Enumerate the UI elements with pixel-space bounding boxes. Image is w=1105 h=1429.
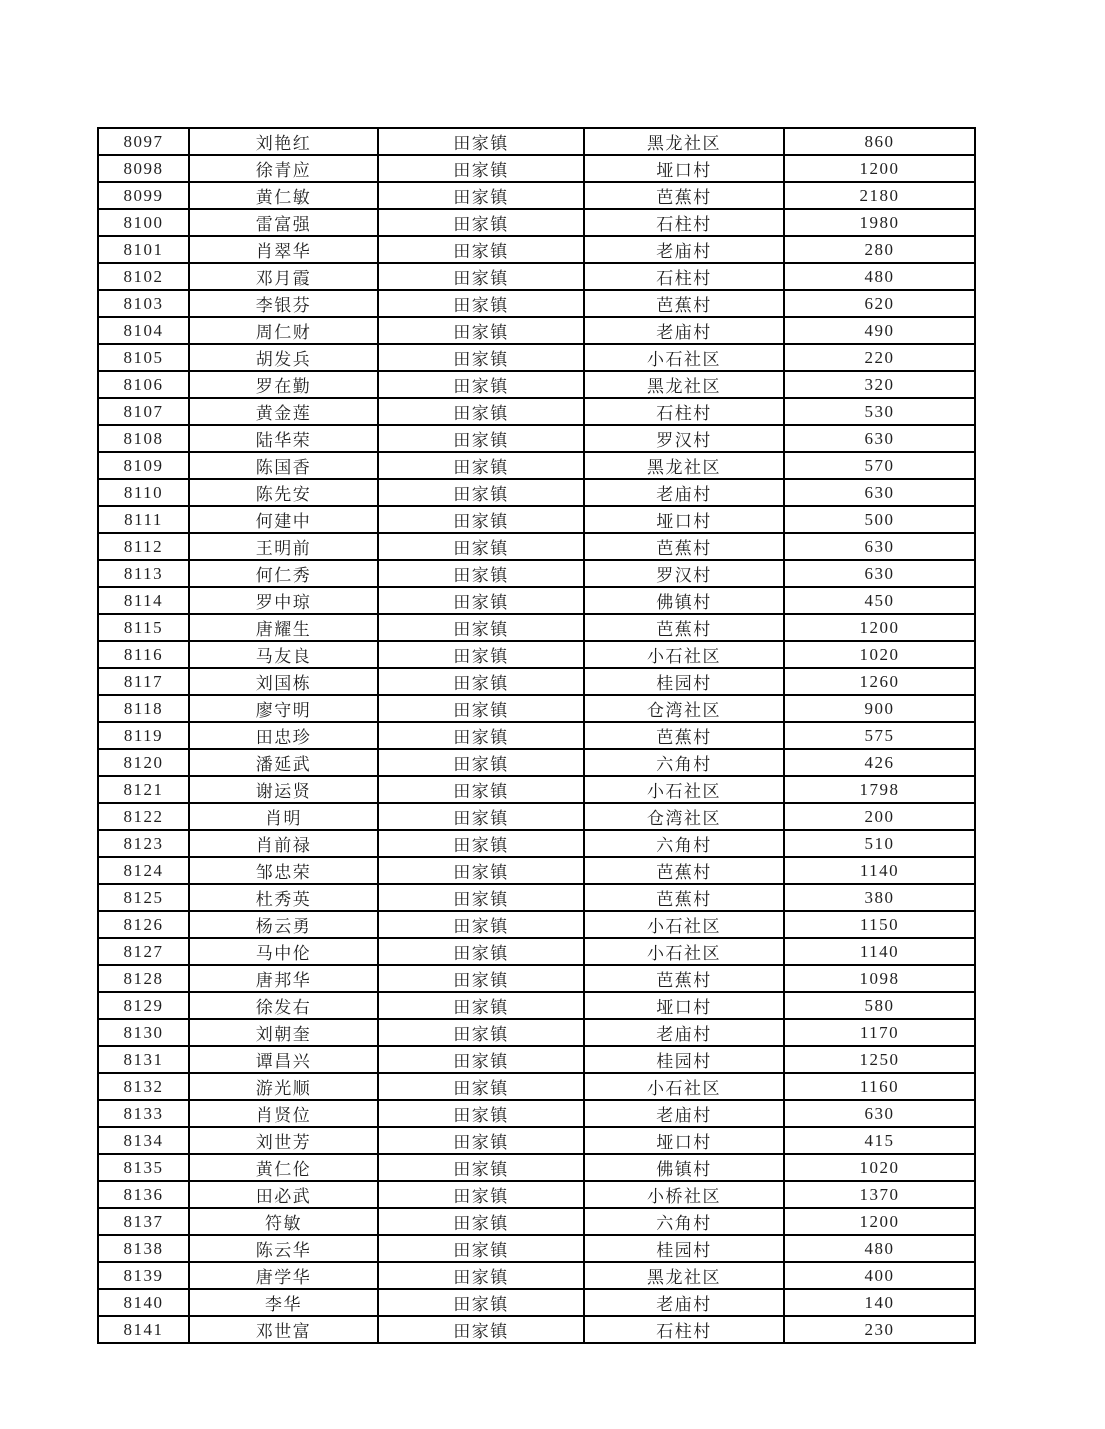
cell-village: 小石社区 xyxy=(584,1073,784,1100)
cell-name: 肖明 xyxy=(189,803,378,830)
cell-village: 罗汉村 xyxy=(584,560,784,587)
cell-serial: 8099 xyxy=(98,182,189,209)
cell-village: 黑龙社区 xyxy=(584,128,784,155)
table-row xyxy=(98,938,975,965)
table-row xyxy=(98,749,975,776)
cell-amount: 400 xyxy=(784,1262,975,1289)
cell-town: 田家镇 xyxy=(378,1100,584,1127)
table-row xyxy=(98,1235,975,1262)
cell-town: 田家镇 xyxy=(378,641,584,668)
cell-town: 田家镇 xyxy=(378,209,584,236)
table-row xyxy=(98,614,975,641)
cell-amount: 630 xyxy=(784,479,975,506)
cell-serial: 8137 xyxy=(98,1208,189,1235)
cell-town: 田家镇 xyxy=(378,1127,584,1154)
cell-serial: 8138 xyxy=(98,1235,189,1262)
cell-name: 杨云勇 xyxy=(189,911,378,938)
cell-amount: 1140 xyxy=(784,938,975,965)
cell-name: 陆华荣 xyxy=(189,425,378,452)
cell-village: 桂园村 xyxy=(584,1046,784,1073)
cell-name: 徐发右 xyxy=(189,992,378,1019)
cell-village: 六角村 xyxy=(584,749,784,776)
cell-serial: 8124 xyxy=(98,857,189,884)
cell-village: 芭蕉村 xyxy=(584,884,784,911)
cell-name: 陈云华 xyxy=(189,1235,378,1262)
cell-name: 潘延武 xyxy=(189,749,378,776)
cell-village: 芭蕉村 xyxy=(584,857,784,884)
cell-amount: 630 xyxy=(784,425,975,452)
cell-serial: 8111 xyxy=(98,506,189,533)
cell-town: 田家镇 xyxy=(378,1262,584,1289)
table-row xyxy=(98,1073,975,1100)
cell-serial: 8141 xyxy=(98,1316,189,1343)
cell-serial: 8097 xyxy=(98,128,189,155)
cell-amount: 220 xyxy=(784,344,975,371)
cell-name: 胡发兵 xyxy=(189,344,378,371)
cell-serial: 8116 xyxy=(98,641,189,668)
cell-village: 小石社区 xyxy=(584,911,784,938)
cell-amount: 860 xyxy=(784,128,975,155)
cell-serial: 8114 xyxy=(98,587,189,614)
cell-amount: 1200 xyxy=(784,155,975,182)
cell-amount: 1250 xyxy=(784,1046,975,1073)
cell-amount: 1160 xyxy=(784,1073,975,1100)
cell-amount: 1370 xyxy=(784,1181,975,1208)
table-row xyxy=(98,965,975,992)
table-row xyxy=(98,209,975,236)
cell-amount: 1150 xyxy=(784,911,975,938)
cell-town: 田家镇 xyxy=(378,1073,584,1100)
cell-name: 黄仁伦 xyxy=(189,1154,378,1181)
cell-name: 王明前 xyxy=(189,533,378,560)
table-row xyxy=(98,236,975,263)
cell-serial: 8134 xyxy=(98,1127,189,1154)
table-row xyxy=(98,722,975,749)
table-row xyxy=(98,1316,975,1343)
cell-town: 田家镇 xyxy=(378,938,584,965)
cell-amount: 415 xyxy=(784,1127,975,1154)
cell-amount: 530 xyxy=(784,398,975,425)
cell-serial: 8133 xyxy=(98,1100,189,1127)
table-row xyxy=(98,1127,975,1154)
table-row xyxy=(98,1154,975,1181)
cell-serial: 8130 xyxy=(98,1019,189,1046)
cell-town: 田家镇 xyxy=(378,317,584,344)
cell-name: 刘国栋 xyxy=(189,668,378,695)
table-row xyxy=(98,371,975,398)
cell-town: 田家镇 xyxy=(378,398,584,425)
cell-town: 田家镇 xyxy=(378,182,584,209)
cell-village: 老庙村 xyxy=(584,479,784,506)
cell-amount: 900 xyxy=(784,695,975,722)
records-table-container xyxy=(97,127,976,1344)
cell-name: 周仁财 xyxy=(189,317,378,344)
table-row xyxy=(98,128,975,155)
cell-village: 六角村 xyxy=(584,830,784,857)
cell-name: 唐学华 xyxy=(189,1262,378,1289)
cell-name: 谢运贤 xyxy=(189,776,378,803)
cell-name: 游光顺 xyxy=(189,1073,378,1100)
cell-village: 芭蕉村 xyxy=(584,614,784,641)
cell-amount: 580 xyxy=(784,992,975,1019)
cell-town: 田家镇 xyxy=(378,128,584,155)
cell-serial: 8107 xyxy=(98,398,189,425)
cell-village: 黑龙社区 xyxy=(584,1262,784,1289)
cell-village: 小石社区 xyxy=(584,641,784,668)
cell-town: 田家镇 xyxy=(378,857,584,884)
cell-serial: 8136 xyxy=(98,1181,189,1208)
cell-village: 小石社区 xyxy=(584,344,784,371)
table-row xyxy=(98,182,975,209)
table-row xyxy=(98,1181,975,1208)
cell-village: 垭口村 xyxy=(584,992,784,1019)
cell-town: 田家镇 xyxy=(378,776,584,803)
cell-village: 罗汉村 xyxy=(584,425,784,452)
table-row xyxy=(98,884,975,911)
cell-village: 小桥社区 xyxy=(584,1181,784,1208)
cell-amount: 2180 xyxy=(784,182,975,209)
cell-village: 芭蕉村 xyxy=(584,290,784,317)
cell-village: 黑龙社区 xyxy=(584,452,784,479)
cell-name: 马友良 xyxy=(189,641,378,668)
cell-serial: 8132 xyxy=(98,1073,189,1100)
cell-village: 芭蕉村 xyxy=(584,722,784,749)
cell-village: 小石社区 xyxy=(584,938,784,965)
cell-village: 桂园村 xyxy=(584,668,784,695)
cell-serial: 8108 xyxy=(98,425,189,452)
cell-town: 田家镇 xyxy=(378,533,584,560)
cell-serial: 8104 xyxy=(98,317,189,344)
cell-name: 李银芬 xyxy=(189,290,378,317)
cell-town: 田家镇 xyxy=(378,425,584,452)
table-row xyxy=(98,911,975,938)
cell-amount: 1140 xyxy=(784,857,975,884)
cell-amount: 480 xyxy=(784,1235,975,1262)
table-row xyxy=(98,803,975,830)
cell-town: 田家镇 xyxy=(378,1154,584,1181)
cell-town: 田家镇 xyxy=(378,1181,584,1208)
cell-amount: 380 xyxy=(784,884,975,911)
cell-town: 田家镇 xyxy=(378,560,584,587)
cell-name: 邓世富 xyxy=(189,1316,378,1343)
cell-town: 田家镇 xyxy=(378,614,584,641)
cell-village: 石柱村 xyxy=(584,398,784,425)
cell-amount: 630 xyxy=(784,533,975,560)
cell-amount: 510 xyxy=(784,830,975,857)
table-row xyxy=(98,1289,975,1316)
cell-amount: 490 xyxy=(784,317,975,344)
cell-village: 芭蕉村 xyxy=(584,182,784,209)
cell-serial: 8123 xyxy=(98,830,189,857)
cell-serial: 8102 xyxy=(98,263,189,290)
cell-town: 田家镇 xyxy=(378,290,584,317)
cell-serial: 8110 xyxy=(98,479,189,506)
cell-name: 黄金莲 xyxy=(189,398,378,425)
cell-village: 石柱村 xyxy=(584,209,784,236)
cell-amount: 200 xyxy=(784,803,975,830)
cell-serial: 8100 xyxy=(98,209,189,236)
cell-name: 谭昌兴 xyxy=(189,1046,378,1073)
cell-serial: 8113 xyxy=(98,560,189,587)
cell-village: 垭口村 xyxy=(584,155,784,182)
table-row xyxy=(98,263,975,290)
table-row xyxy=(98,992,975,1019)
table-row xyxy=(98,695,975,722)
cell-amount: 1980 xyxy=(784,209,975,236)
cell-serial: 8106 xyxy=(98,371,189,398)
cell-village: 六角村 xyxy=(584,1208,784,1235)
cell-town: 田家镇 xyxy=(378,452,584,479)
cell-name: 肖贤位 xyxy=(189,1100,378,1127)
cell-village: 老庙村 xyxy=(584,236,784,263)
cell-amount: 1020 xyxy=(784,1154,975,1181)
cell-name: 肖前禄 xyxy=(189,830,378,857)
cell-village: 垭口村 xyxy=(584,506,784,533)
cell-town: 田家镇 xyxy=(378,371,584,398)
table-row xyxy=(98,1262,975,1289)
cell-serial: 8126 xyxy=(98,911,189,938)
table-row xyxy=(98,452,975,479)
cell-name: 田忠珍 xyxy=(189,722,378,749)
table-row xyxy=(98,533,975,560)
cell-town: 田家镇 xyxy=(378,992,584,1019)
cell-village: 石柱村 xyxy=(584,263,784,290)
table-row xyxy=(98,587,975,614)
cell-amount: 630 xyxy=(784,560,975,587)
cell-serial: 8117 xyxy=(98,668,189,695)
cell-amount: 1170 xyxy=(784,1019,975,1046)
cell-amount: 630 xyxy=(784,1100,975,1127)
cell-town: 田家镇 xyxy=(378,155,584,182)
cell-town: 田家镇 xyxy=(378,722,584,749)
cell-name: 何仁秀 xyxy=(189,560,378,587)
cell-town: 田家镇 xyxy=(378,695,584,722)
cell-serial: 8129 xyxy=(98,992,189,1019)
cell-serial: 8140 xyxy=(98,1289,189,1316)
table-row xyxy=(98,155,975,182)
cell-name: 唐耀生 xyxy=(189,614,378,641)
table-row xyxy=(98,344,975,371)
table-row xyxy=(98,1100,975,1127)
cell-name: 罗在勤 xyxy=(189,371,378,398)
cell-village: 老庙村 xyxy=(584,1100,784,1127)
cell-village: 黑龙社区 xyxy=(584,371,784,398)
cell-name: 徐青应 xyxy=(189,155,378,182)
cell-serial: 8122 xyxy=(98,803,189,830)
cell-amount: 140 xyxy=(784,1289,975,1316)
cell-name: 田必武 xyxy=(189,1181,378,1208)
cell-serial: 8115 xyxy=(98,614,189,641)
cell-amount: 1020 xyxy=(784,641,975,668)
cell-serial: 8135 xyxy=(98,1154,189,1181)
cell-serial: 8098 xyxy=(98,155,189,182)
cell-town: 田家镇 xyxy=(378,1208,584,1235)
cell-amount: 1200 xyxy=(784,614,975,641)
records-table-body xyxy=(98,128,975,1343)
cell-town: 田家镇 xyxy=(378,830,584,857)
cell-name: 杜秀英 xyxy=(189,884,378,911)
cell-serial: 8125 xyxy=(98,884,189,911)
cell-town: 田家镇 xyxy=(378,965,584,992)
cell-serial: 8139 xyxy=(98,1262,189,1289)
cell-amount: 1260 xyxy=(784,668,975,695)
cell-amount: 1098 xyxy=(784,965,975,992)
table-row xyxy=(98,317,975,344)
cell-amount: 1200 xyxy=(784,1208,975,1235)
cell-village: 仓湾社区 xyxy=(584,803,784,830)
cell-town: 田家镇 xyxy=(378,911,584,938)
cell-village: 老庙村 xyxy=(584,1019,784,1046)
cell-amount: 450 xyxy=(784,587,975,614)
cell-village: 老庙村 xyxy=(584,317,784,344)
cell-serial: 8109 xyxy=(98,452,189,479)
cell-name: 陈先安 xyxy=(189,479,378,506)
cell-serial: 8131 xyxy=(98,1046,189,1073)
cell-town: 田家镇 xyxy=(378,1046,584,1073)
cell-town: 田家镇 xyxy=(378,236,584,263)
table-row xyxy=(98,506,975,533)
table-row xyxy=(98,425,975,452)
table-row xyxy=(98,668,975,695)
cell-name: 肖翠华 xyxy=(189,236,378,263)
cell-name: 刘朝奎 xyxy=(189,1019,378,1046)
cell-village: 芭蕉村 xyxy=(584,965,784,992)
cell-village: 桂园村 xyxy=(584,1235,784,1262)
table-row xyxy=(98,641,975,668)
cell-name: 廖守明 xyxy=(189,695,378,722)
cell-name: 罗中琼 xyxy=(189,587,378,614)
cell-serial: 8119 xyxy=(98,722,189,749)
cell-village: 老庙村 xyxy=(584,1289,784,1316)
cell-amount: 320 xyxy=(784,371,975,398)
cell-village: 垭口村 xyxy=(584,1127,784,1154)
cell-town: 田家镇 xyxy=(378,344,584,371)
cell-name: 何建中 xyxy=(189,506,378,533)
table-row xyxy=(98,479,975,506)
cell-village: 佛镇村 xyxy=(584,1154,784,1181)
cell-amount: 570 xyxy=(784,452,975,479)
cell-amount: 426 xyxy=(784,749,975,776)
cell-name: 刘艳红 xyxy=(189,128,378,155)
cell-serial: 8128 xyxy=(98,965,189,992)
cell-town: 田家镇 xyxy=(378,263,584,290)
table-row xyxy=(98,1046,975,1073)
table-row xyxy=(98,290,975,317)
table-row xyxy=(98,398,975,425)
cell-serial: 8105 xyxy=(98,344,189,371)
cell-village: 芭蕉村 xyxy=(584,533,784,560)
cell-town: 田家镇 xyxy=(378,1316,584,1343)
cell-amount: 1798 xyxy=(784,776,975,803)
cell-serial: 8112 xyxy=(98,533,189,560)
cell-name: 唐邦华 xyxy=(189,965,378,992)
cell-town: 田家镇 xyxy=(378,506,584,533)
cell-serial: 8121 xyxy=(98,776,189,803)
table-row xyxy=(98,560,975,587)
cell-town: 田家镇 xyxy=(378,1289,584,1316)
cell-serial: 8120 xyxy=(98,749,189,776)
cell-amount: 575 xyxy=(784,722,975,749)
cell-name: 黄仁敏 xyxy=(189,182,378,209)
records-table xyxy=(97,127,976,1344)
cell-name: 雷富强 xyxy=(189,209,378,236)
cell-village: 小石社区 xyxy=(584,776,784,803)
cell-town: 田家镇 xyxy=(378,884,584,911)
table-row xyxy=(98,1019,975,1046)
cell-town: 田家镇 xyxy=(378,479,584,506)
cell-name: 符敏 xyxy=(189,1208,378,1235)
cell-town: 田家镇 xyxy=(378,1235,584,1262)
cell-town: 田家镇 xyxy=(378,668,584,695)
cell-name: 邓月霞 xyxy=(189,263,378,290)
cell-town: 田家镇 xyxy=(378,803,584,830)
cell-amount: 500 xyxy=(784,506,975,533)
cell-name: 陈国香 xyxy=(189,452,378,479)
cell-serial: 8127 xyxy=(98,938,189,965)
cell-name: 马中伦 xyxy=(189,938,378,965)
cell-village: 佛镇村 xyxy=(584,587,784,614)
cell-amount: 230 xyxy=(784,1316,975,1343)
cell-amount: 280 xyxy=(784,236,975,263)
cell-serial: 8103 xyxy=(98,290,189,317)
cell-name: 邹忠荣 xyxy=(189,857,378,884)
cell-village: 石柱村 xyxy=(584,1316,784,1343)
cell-village: 仓湾社区 xyxy=(584,695,784,722)
cell-serial: 8101 xyxy=(98,236,189,263)
table-row xyxy=(98,830,975,857)
cell-name: 李华 xyxy=(189,1289,378,1316)
table-row xyxy=(98,776,975,803)
cell-amount: 620 xyxy=(784,290,975,317)
cell-amount: 480 xyxy=(784,263,975,290)
cell-town: 田家镇 xyxy=(378,1019,584,1046)
cell-serial: 8118 xyxy=(98,695,189,722)
cell-town: 田家镇 xyxy=(378,749,584,776)
table-row xyxy=(98,1208,975,1235)
cell-name: 刘世芳 xyxy=(189,1127,378,1154)
cell-town: 田家镇 xyxy=(378,587,584,614)
table-row xyxy=(98,857,975,884)
